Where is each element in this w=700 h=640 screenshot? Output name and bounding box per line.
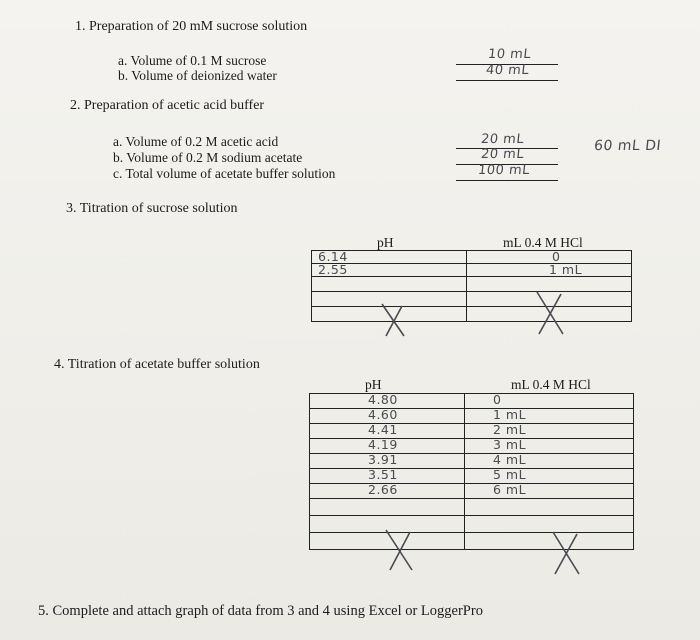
ph-cell [310, 499, 465, 516]
hcl-cell [465, 499, 634, 516]
section4-hcl-cross-mark [549, 530, 583, 576]
hcl-cell: 0 [467, 251, 632, 264]
section2-item-b-answer: 20 mL [480, 147, 525, 162]
ph-cell: 3.91 [310, 454, 465, 469]
section3-ph-cross-mark [378, 302, 408, 338]
table-row [312, 292, 632, 307]
section1-heading: 1. Preparation of 20 mM sucrose solution [75, 19, 308, 34]
section3-col-hcl-header: mL 0.4 M HCl [503, 235, 583, 250]
table-row [310, 409, 634, 424]
table-row [310, 424, 634, 439]
ph-cell: 4.80 [310, 394, 465, 409]
section1-item-a-label: a. Volume of 0.1 M sucrose [118, 53, 267, 68]
table-row [312, 251, 632, 264]
hcl-cell: 5 mL [465, 469, 634, 484]
section2-item-a-label: a. Volume of 0.2 M acetic acid [113, 134, 279, 149]
section2-item-a-answer: 20 mL [480, 132, 525, 147]
hcl-cell: 1 mL [467, 264, 632, 277]
table-row [310, 484, 634, 499]
section2-item-b-label: b. Volume of 0.2 M sodium acetate [113, 150, 303, 165]
ph-cell: 4.19 [310, 439, 465, 454]
section4-col-hcl-header: mL 0.4 M HCl [511, 377, 591, 392]
table-row [310, 533, 634, 550]
ph-cell: 6.14 [312, 251, 467, 264]
table-row [312, 264, 632, 277]
ph-cell: 4.60 [310, 409, 465, 424]
section3-table [311, 250, 632, 322]
section2-item-c-answer: 100 mL [477, 163, 531, 178]
table-row [312, 307, 632, 322]
section1-item-a-answer: 10 mL [487, 47, 532, 62]
hcl-cell: 4 mL [465, 454, 634, 469]
ph-cell: 2.55 [312, 264, 467, 277]
section2-item-c-blank [456, 180, 558, 181]
ph-cell [312, 277, 467, 292]
section2-item-c-label: c. Total volume of acetate buffer solution [113, 166, 336, 181]
section3-hcl-cross-mark [533, 290, 567, 336]
hcl-cell: 2 mL [465, 424, 634, 439]
hcl-cell: 0 [465, 394, 634, 409]
ph-cell: 4.41 [310, 424, 465, 439]
table-row [310, 394, 634, 409]
section4-ph-cross-mark [382, 528, 416, 572]
section4-col-ph-header: pH [365, 377, 382, 392]
table-row [310, 516, 634, 533]
table-row [310, 469, 634, 484]
section1-item-b-blank [456, 80, 558, 81]
section5-instruction: 5. Complete and attach graph of data from 3 and 4 using Excel or LoggerPro [38, 603, 483, 619]
section1-item-b-label: b. Volume of deionized water [118, 68, 277, 83]
ph-cell: 3.51 [310, 469, 465, 484]
hcl-cell: 1 mL [465, 409, 634, 424]
section3-col-ph-header: pH [377, 235, 394, 250]
section1-item-b-answer: 40 mL [485, 63, 530, 78]
section4-table [309, 393, 634, 550]
table-row [310, 439, 634, 454]
table-row [312, 277, 632, 292]
table-row [310, 499, 634, 516]
side-note-di-water: 60 mL DI [593, 138, 662, 154]
section3-heading: 3. Titration of sucrose solution [66, 201, 238, 216]
table-row [310, 454, 634, 469]
ph-cell: 2.66 [310, 484, 465, 499]
section4-heading: 4. Titration of acetate buffer solution [54, 357, 260, 372]
hcl-cell: 6 mL [465, 484, 634, 499]
hcl-cell: 3 mL [465, 439, 634, 454]
section2-heading: 2. Preparation of acetic acid buffer [70, 98, 265, 113]
